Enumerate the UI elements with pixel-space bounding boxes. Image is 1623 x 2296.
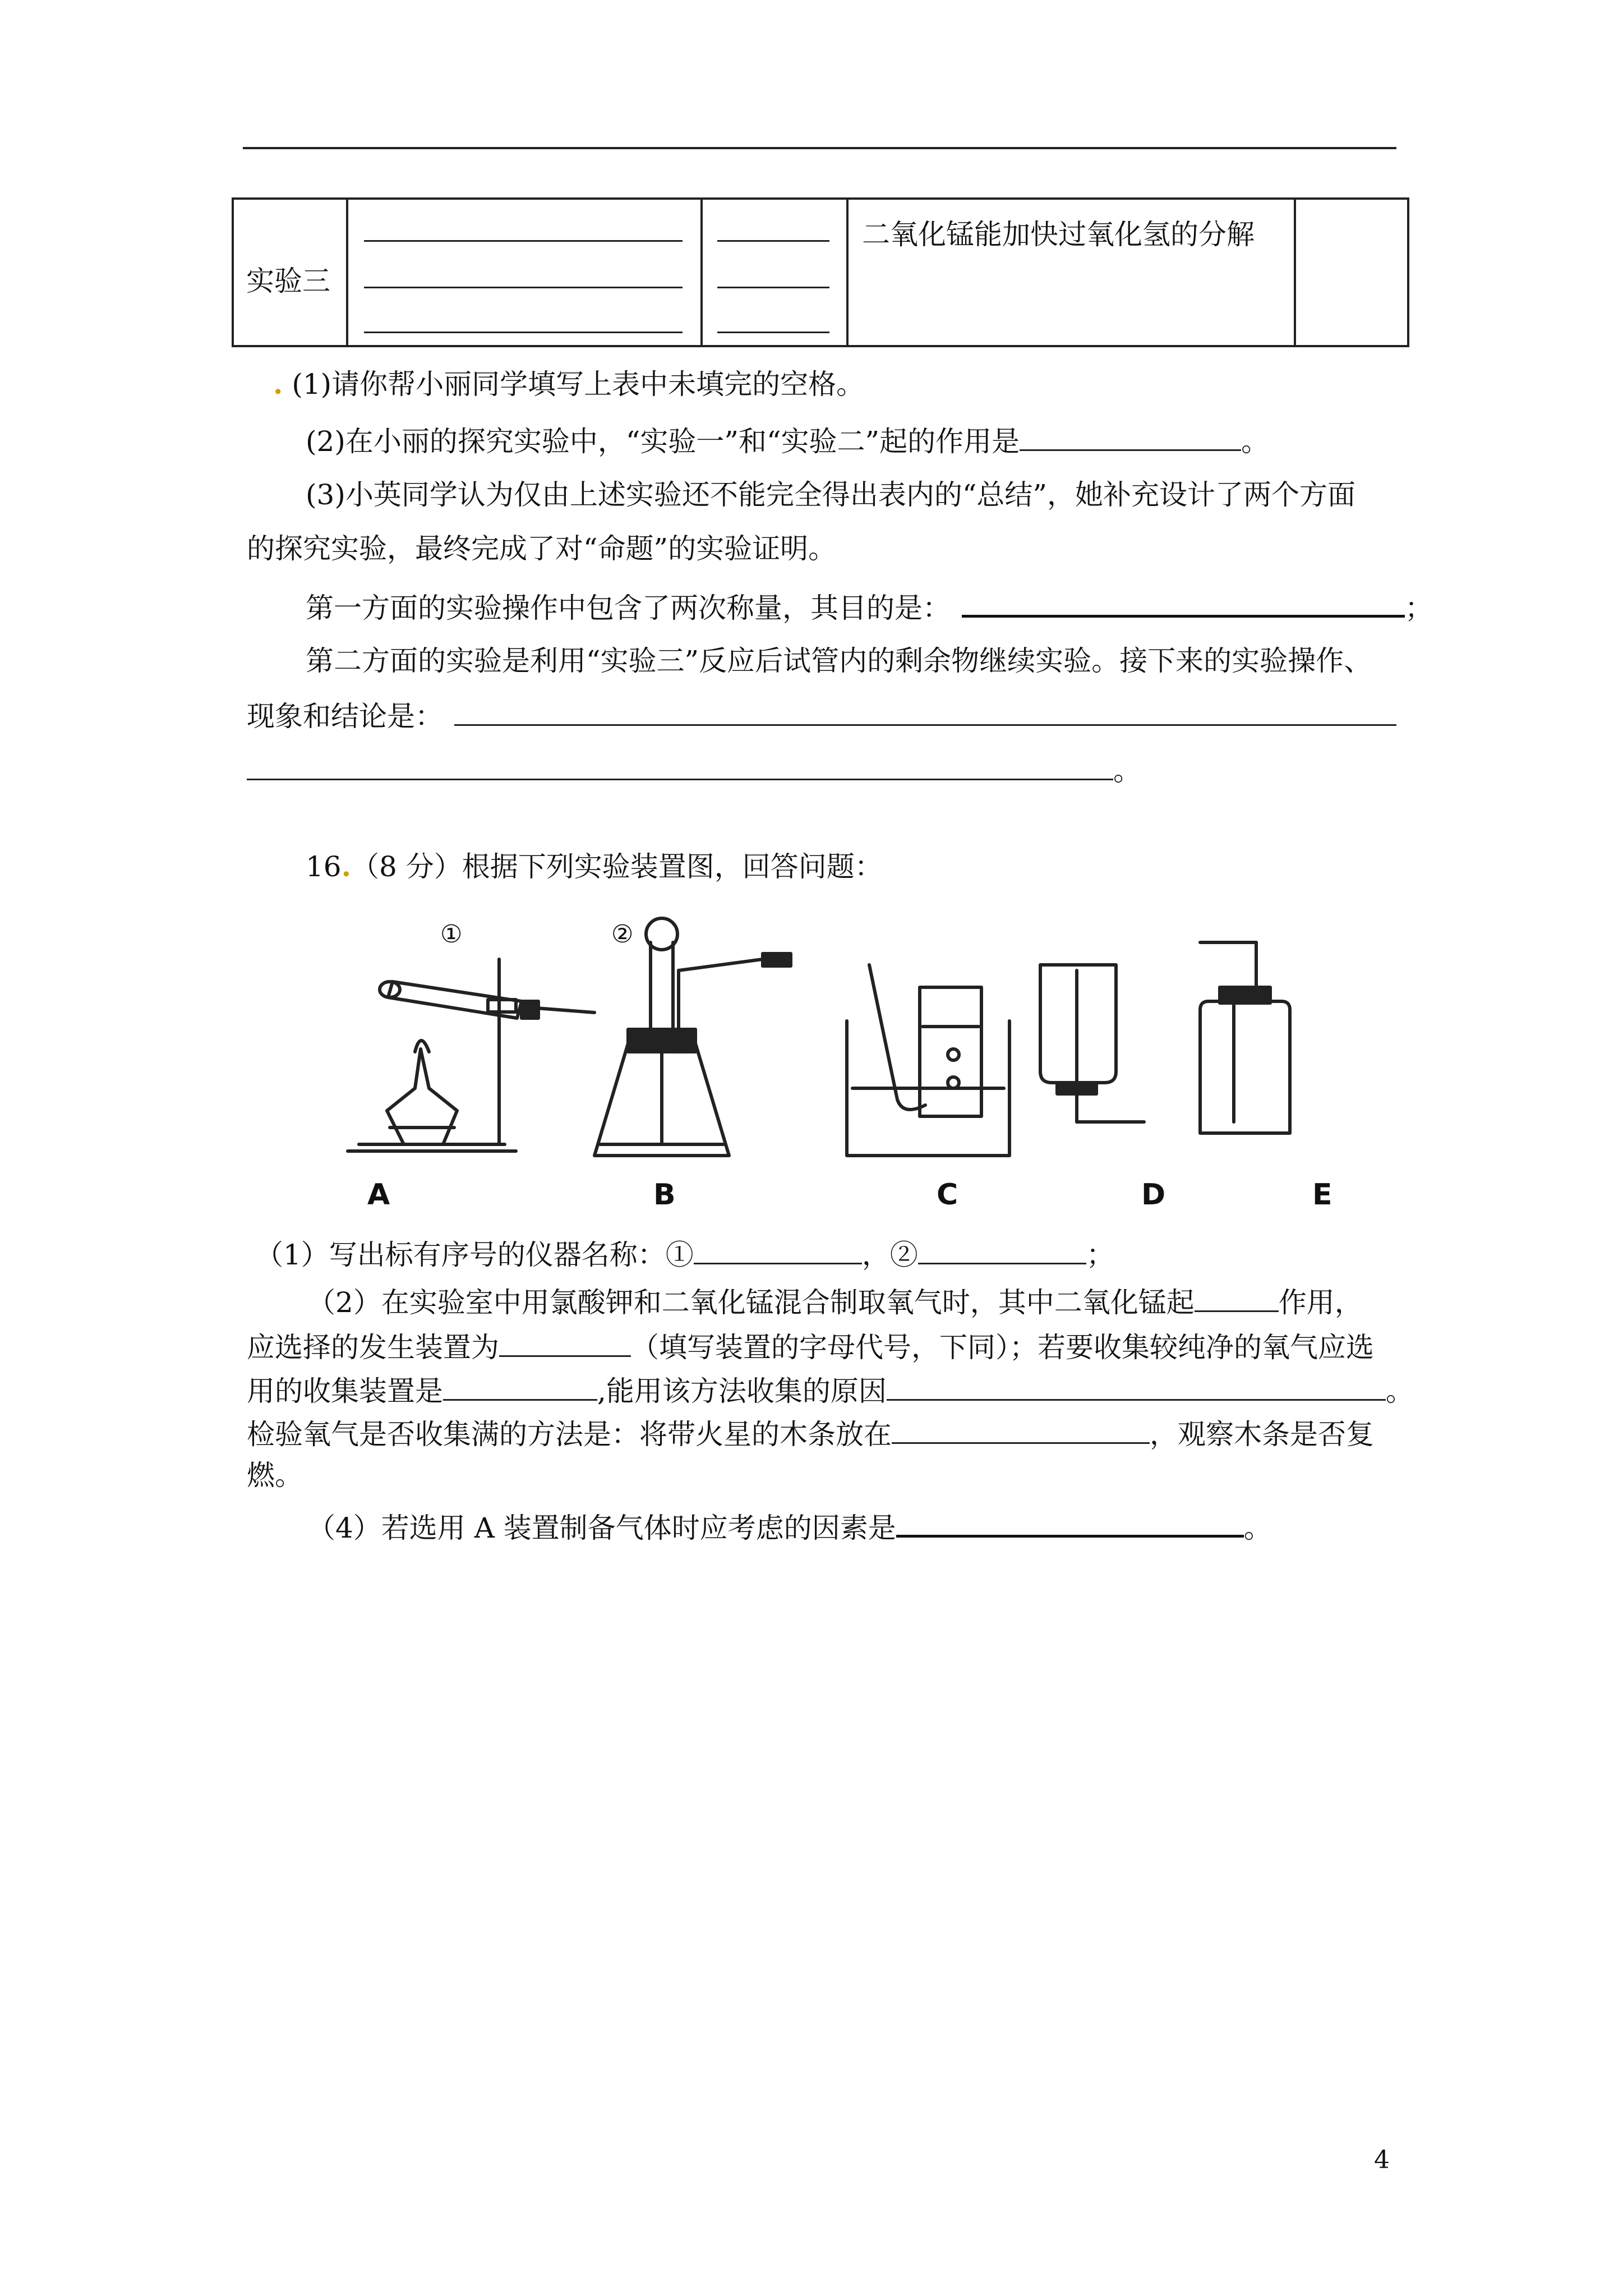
- apparatus-d: [1040, 965, 1144, 1122]
- q16-part4: （4）若选用 A 装置制备气体时应考虑的因素是 。: [307, 1509, 1272, 1545]
- answer-blank[interactable]: [1195, 1285, 1279, 1312]
- apparatus-label-b: B: [653, 1178, 676, 1212]
- q15-first-aspect: 第一方面的实验操作中包含了两次称量，其目的是： ；: [306, 589, 1433, 625]
- apparatus-label-a: A: [367, 1178, 390, 1212]
- answer-blank[interactable]: [717, 332, 829, 333]
- q15-part3-line1: (3)小英同学认为仅由上述实验还不能完全得出表内的“总结”，她补充设计了两个方面: [306, 478, 1355, 511]
- q16-part2-line4: 检验氧气是否收集满的方法是：将带火星的木条放在 ，观察木条是否复: [247, 1416, 1374, 1451]
- q15-second-aspect-line3: 。: [247, 753, 1141, 788]
- q15-second-aspect-line2: 现象和结论是：: [247, 698, 1396, 733]
- q16-part2-line2: 应选择的发生装置为 （填写装置的字母代号，下同）；若要收集较纯净的氧气应选: [247, 1329, 1374, 1364]
- marker-dot: .: [341, 850, 352, 883]
- table-divider: [1294, 200, 1296, 345]
- answer-blank[interactable]: [247, 753, 1113, 780]
- answer-blank[interactable]: [892, 1416, 1150, 1444]
- answer-blank[interactable]: [364, 332, 683, 333]
- q16-part2-line3: 用的收集装置是 ,能用该方法收集的原因 。: [247, 1373, 1414, 1408]
- table-conclusion: 二氧化锰能加快过氧化氢的分解: [862, 218, 1255, 251]
- answer-blank[interactable]: [717, 287, 829, 288]
- apparatus-a: [348, 959, 594, 1151]
- apparatus-drawing: [336, 909, 1402, 1223]
- answer-blank[interactable]: [364, 240, 683, 242]
- answer-blank[interactable]: [1020, 424, 1241, 451]
- q16-part2-line1: （2）在实验室中用氯酸钾和二氧化锰混合制取氧气时，其中二氧化锰起 作用，: [307, 1285, 1363, 1319]
- q15-part1: . (1)请你帮小丽同学填写上表中未填完的空格。: [273, 367, 865, 401]
- answer-blank[interactable]: [962, 589, 1405, 618]
- q16-title: 16.（8 分）根据下列实验装置图，回答问题：: [306, 850, 883, 883]
- table-row-label: 实验三: [246, 265, 330, 297]
- apparatus-e: [1200, 942, 1290, 1133]
- table-divider: [346, 200, 348, 345]
- instrument-number-1: ①: [440, 920, 463, 949]
- apparatus-label-c: C: [937, 1178, 958, 1212]
- table-divider: [846, 200, 849, 345]
- q16-part1: （1）写出标有序号的仪器名称：① ，② ；: [255, 1237, 1114, 1272]
- experiment-table: [232, 197, 1409, 347]
- answer-blank[interactable]: [887, 1373, 1386, 1401]
- apparatus-b: [594, 918, 791, 1156]
- answer-blank[interactable]: [443, 1373, 597, 1401]
- apparatus-label-e: E: [1312, 1178, 1332, 1212]
- q15-part3-line2: 的探究实验，最终完成了对“命题”的实验证明。: [247, 532, 837, 565]
- answer-blank[interactable]: [454, 698, 1396, 726]
- q15-part2: (2)在小丽的探究实验中，“实验一”和“实验二”起的作用是 。: [306, 424, 1269, 458]
- answer-blank[interactable]: [717, 240, 829, 242]
- apparatus-figure: [336, 909, 1402, 1223]
- marker-dot: .: [273, 367, 283, 401]
- apparatus-label-d: D: [1141, 1178, 1166, 1212]
- q15-second-aspect-line1: 第二方面的实验是利用“实验三”反应后试管内的剩余物继续实验。接下来的实验操作、: [306, 645, 1372, 677]
- instrument-number-2: ②: [611, 920, 634, 949]
- page-number: 4: [1374, 2146, 1390, 2174]
- answer-blank[interactable]: [694, 1237, 862, 1264]
- answer-blank[interactable]: [364, 287, 683, 288]
- answer-blank[interactable]: [896, 1509, 1244, 1538]
- apparatus-c: [847, 965, 1009, 1156]
- answer-blank[interactable]: [918, 1237, 1086, 1264]
- table-divider: [700, 200, 703, 345]
- header-rule: [243, 147, 1396, 149]
- answer-blank[interactable]: [499, 1329, 631, 1357]
- q16-part2-line5: 燃。: [247, 1459, 303, 1492]
